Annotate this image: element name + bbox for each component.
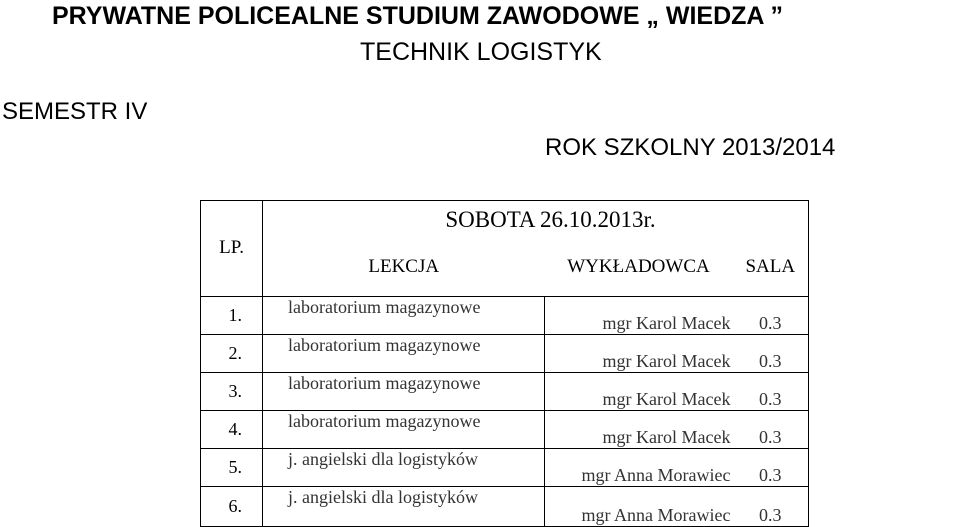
row-room: 0.3 bbox=[733, 448, 809, 486]
schedule-table bbox=[200, 200, 809, 527]
row-lesson: laboratorium magazynowe bbox=[263, 296, 545, 334]
row-number: 3. bbox=[201, 372, 263, 410]
col-lesson-header: LEKCJA bbox=[263, 238, 545, 296]
table-row bbox=[201, 486, 809, 526]
row-number: 4. bbox=[201, 410, 263, 448]
course-name: TECHNIK LOGISTYK bbox=[360, 38, 602, 66]
col-room-header: SALA bbox=[733, 238, 809, 296]
col-lp-header: LP. bbox=[201, 201, 263, 297]
row-lesson: laboratorium magazynowe bbox=[263, 372, 545, 410]
row-lesson: j. angielski dla logistyków bbox=[263, 486, 545, 526]
row-lecturer: mgr Karol Macek bbox=[545, 334, 733, 372]
row-lecturer: mgr Karol Macek bbox=[545, 372, 733, 410]
school-year: ROK SZKOLNY 2013/2014 bbox=[545, 134, 836, 161]
row-lecturer: mgr Anna Morawiec bbox=[545, 448, 733, 486]
day-header: SOBOTA 26.10.2013r. bbox=[263, 201, 809, 239]
school-name: PRYWATNE POLICEALNE STUDIUM ZAWODOWE „ WIEDZA ” bbox=[52, 2, 783, 30]
row-number: 6. bbox=[201, 486, 263, 526]
table-row bbox=[201, 334, 809, 372]
row-room: 0.3 bbox=[733, 334, 809, 372]
row-number: 1. bbox=[201, 296, 263, 334]
table-row bbox=[201, 410, 809, 448]
table-row bbox=[201, 448, 809, 486]
row-lecturer: mgr Karol Macek bbox=[545, 296, 733, 334]
row-lecturer: mgr Anna Morawiec bbox=[545, 486, 733, 526]
row-lesson: j. angielski dla logistyków bbox=[263, 448, 545, 486]
row-lesson: laboratorium magazynowe bbox=[263, 334, 545, 372]
row-room: 0.3 bbox=[733, 410, 809, 448]
row-room: 0.3 bbox=[733, 296, 809, 334]
row-lesson: laboratorium magazynowe bbox=[263, 410, 545, 448]
row-room: 0.3 bbox=[733, 372, 809, 410]
semester-label: SEMESTR IV bbox=[2, 98, 148, 125]
row-room: 0.3 bbox=[733, 486, 809, 526]
row-number: 5. bbox=[201, 448, 263, 486]
col-lecturer-header: WYKŁADOWCA bbox=[545, 238, 733, 296]
row-lecturer: mgr Karol Macek bbox=[545, 410, 733, 448]
row-number: 2. bbox=[201, 334, 263, 372]
table-row bbox=[201, 372, 809, 410]
table-row bbox=[201, 296, 809, 334]
